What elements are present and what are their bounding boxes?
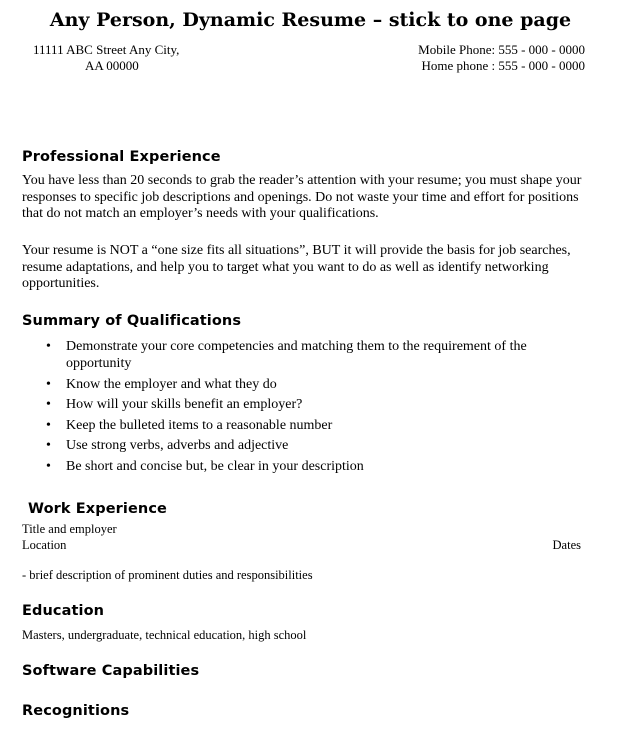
list-item: • Demonstrate your core competencies and matching them to the requirement of the opportunity [22,338,582,372]
mobile-phone: Mobile Phone: 555 - 000 - 0000 [418,42,585,57]
home-phone: Home phone : 555 - 000 - 0000 [421,58,585,73]
heading-software-capabilities: Software Capabilities [22,663,200,679]
heading-work-experience: Work Experience [28,501,167,517]
work-location: Location [22,538,67,552]
heading-professional-experience: Professional Experience [22,149,221,165]
heading-recognitions: Recognitions [22,703,130,719]
work-title-employer: Title and employer [22,522,117,536]
heading-education: Education [22,603,105,619]
work-description: - brief description of prominent duties and responsibilities [22,568,313,582]
education-text: Masters, undergraduate, technical education, high school [22,628,307,642]
address-line2: AA 00000 [85,58,139,73]
professional-paragraph-2: Your resume is NOT a “one size fits all situations”, BUT it will provide the basis for job searches, resume adaptations, and help you to target what you want to do as well as identify networking opportunities. [22,243,571,291]
list-item: • Use strong verbs, adverbs and adjective [22,437,582,454]
professional-paragraph-1: You have less than 20 seconds to grab the reader’s attention with your resume; you must shape your responses to specific job descriptions and openings. Do not waste your time and effort for positions that do not match an employer’s needs with your qualifications. [22,173,582,221]
address-line1: 11111 ABC Street Any City, [33,42,180,57]
heading-summary-of-qualifications: Summary of Qualifications [22,313,242,329]
list-item: • Know the employer and what they do [22,376,582,393]
address-block [33,42,179,74]
qualifications-list [22,338,582,478]
list-item: • Be short and concise but, be clear in your description [22,458,582,475]
list-item: • How will your skills benefit an employer? [22,396,582,413]
phone-block [418,42,585,74]
work-dates: Dates [552,538,581,552]
list-item: • Keep the bulleted items to a reasonable number [22,417,582,434]
resume-title: Any Person, Dynamic Resume – stick to one page [49,9,572,31]
